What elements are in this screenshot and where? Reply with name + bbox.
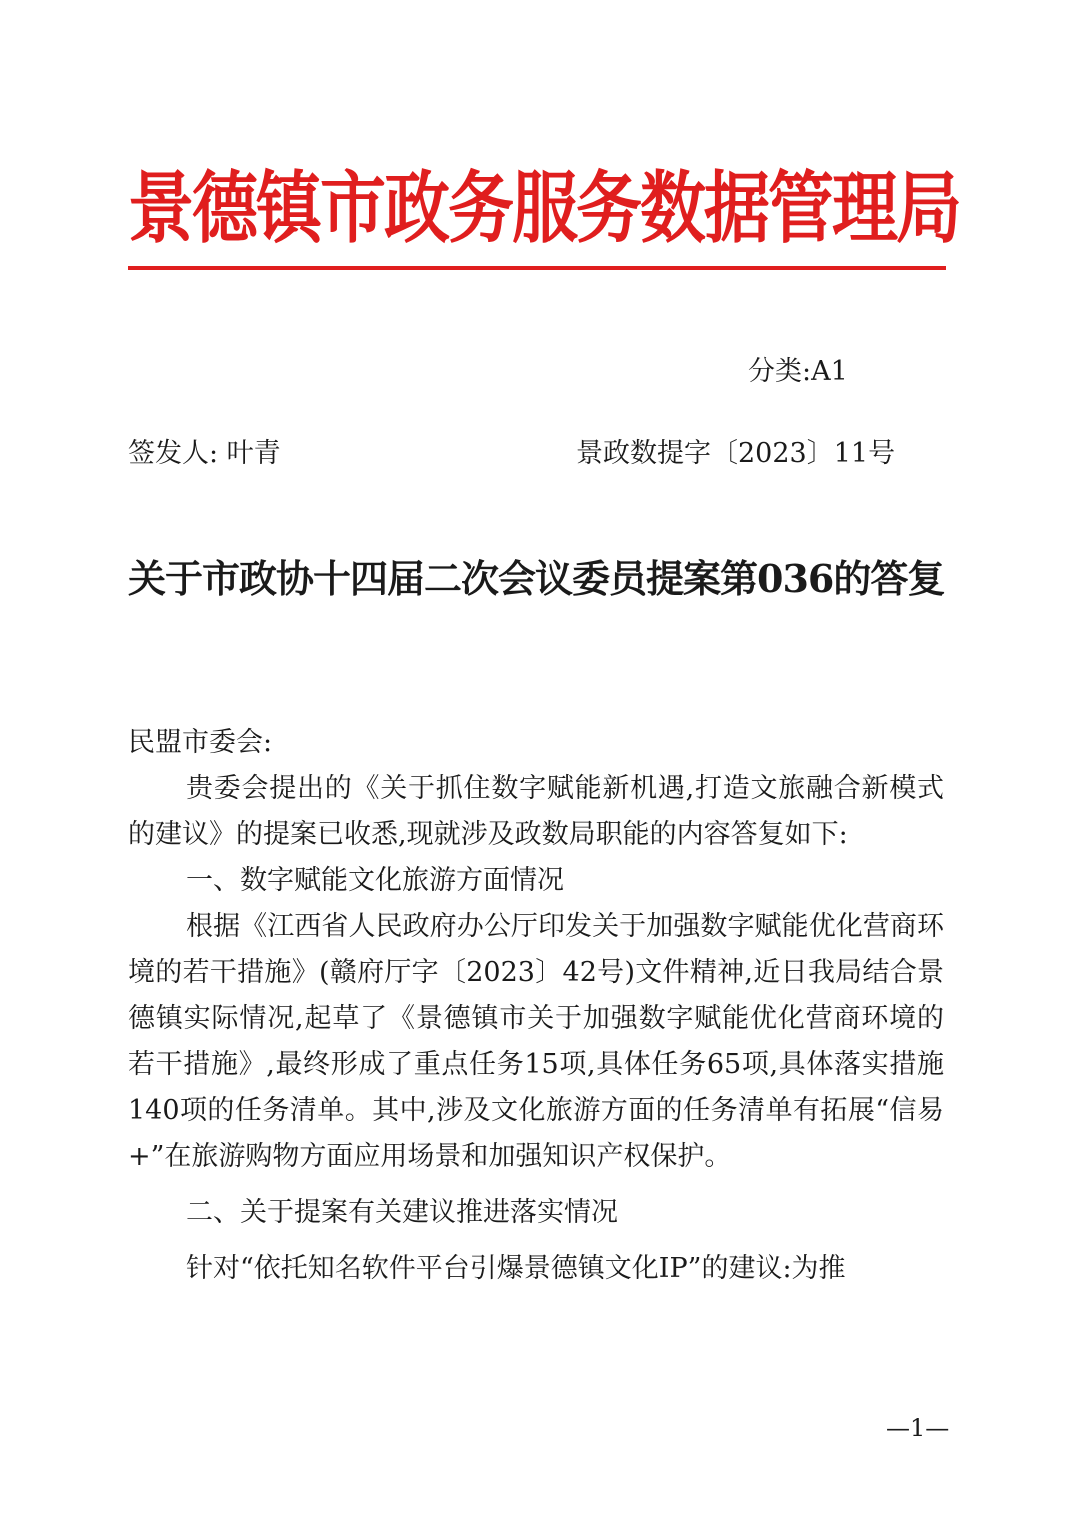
classification-label: 分类:A1: [748, 356, 848, 387]
section-1-paragraph: 根据《江西省人民政府办公厅印发关于加强数字赋能优化营商环境的若干措施》(赣府厅字〔2023〕42号)文件精神,近日我局结合景德镇实际情况,起草了《景德镇市关于加强数字赋能优化营商环境的若干措施》,最终形成了重点任务15项,具体任务65项,具体落实措施140项的任务清单。其中,涉及文化旅游方面的任务清单有拓展“信易+”在旅游购物方面应用场景和加强知识产权保护。: [128, 911, 944, 1172]
section-1-heading: 一、数字赋能文化旅游方面情况: [186, 865, 564, 896]
section-2-paragraph: 针对“依托知名软件平台引爆景德镇文化IP”的建议:为推: [186, 1253, 846, 1284]
section-2-heading: 二、关于提案有关建议推进落实情况: [186, 1197, 618, 1228]
document-title: 关于市政协十四届二次会议委员提案第036的答复: [128, 556, 945, 601]
salutation: 民盟市委会:: [128, 727, 273, 758]
issuer-label: 签发人: 叶青: [128, 438, 281, 469]
intro-paragraph: 贵委会提出的《关于抓住数字赋能新机遇,打造文旅融合新模式的建议》的提案已收悉,现就涉及政数局职能的内容答复如下:: [128, 773, 944, 850]
page-number: —1—: [886, 1414, 950, 1442]
masthead-red-rule: [128, 266, 946, 270]
masthead-title: 景德镇市政务服务数据管理局: [128, 162, 960, 254]
document-body: [128, 720, 944, 1292]
document-number: 景政数提字〔2023〕11号: [576, 438, 896, 469]
